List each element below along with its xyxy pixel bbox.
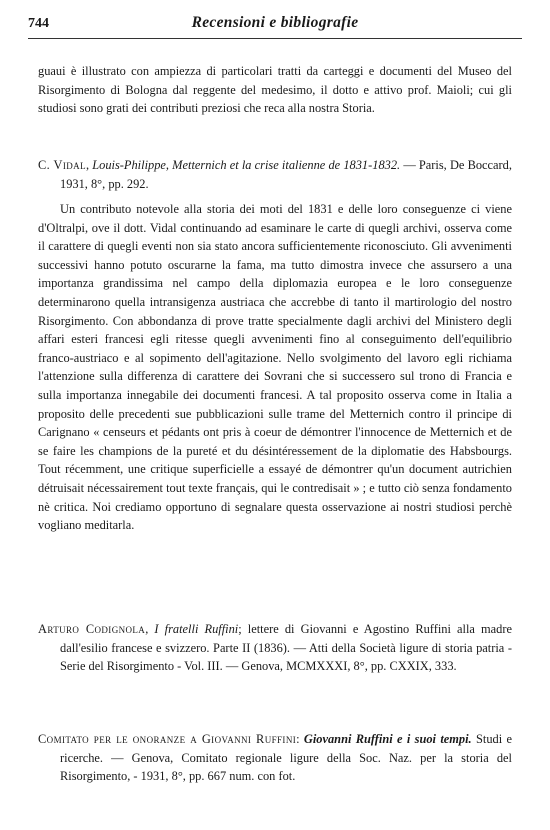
entry-author: Comitato per le onoranze a Giovanni Ruffini	[38, 732, 297, 746]
entry-text: Comitato per le onoranze a Giovanni Ruffini: Giovanni Ruffini e i suoi tempi. Studi e ricerche. — Genova, Comitato regionale ligure della Soc. Naz. per la storia del Risorgimento, - 1931, 8°, pp. 667 num. con fot.	[38, 732, 512, 784]
bibliography-entry-codignola	[38, 620, 512, 676]
entry-publication: Studi e ricerche. — Genova, Comitato regionale ligure della Soc. Naz. per la storia del Risorgimento, - 1931, 8°, pp. 667 num. con fot.	[60, 732, 512, 784]
entry-author: C. Vidal	[38, 158, 86, 172]
entry-publication: — Paris, De Boccard, 1931, 8°, pp. 292.	[60, 158, 512, 191]
entry-author: Arturo Codignola	[38, 622, 146, 636]
header-rule	[28, 38, 522, 39]
entry-publication: ; lettere di Giovanni e Agostino Ruffini alla madre dall'esilio francese e svizzero. Parte II (1836). — Atti della Società ligure di storia patria - Serie del Risorgimento - Vol. III. — Genova, MCMXXXI, 8°, pp. CXXIX, 333.	[60, 622, 512, 674]
running-title: Recensioni e bibliografie	[191, 14, 359, 31]
entry-title: I fratelli Ruffini	[154, 622, 239, 636]
continuation-paragraph	[38, 62, 512, 118]
review-text: Un contributo notevole alla storia dei moti del 1831 e delle loro conseguenze ci viene d'Oltralpi, ove il dott. Vidal continuando ad esaminare le carte di quegli archivi, osserva come il carattere di quegli eventi non sia stato ancora sufficientemente riconosciuto. Gli avvenimenti successivi hanno potuto oscurarne la fama, ma tutto dimostra invece che assursero a una importanza grandissima nel campo della diplomazia europea e le loro conseguenze determinarono quella intransigenza austriaca che accrebbe di tanto il martirologio del nostro Risorgimento. Con abbondanza di prove tratte specialmente dagli archivi del Ministero degli affari esteri francesi egli ritesse quegli avvenimenti fino al conseguimento dell'equilibrio franco-austriaco e al sopimento dell'agitazione. Nello svolgimento del lavoro egli richiama l'attenzione sulla differenza di carattere dei Sovrani che si successero sul trono di Francia e sulla importanza innegabile dei documenti francesi. A tal proposito osserva come in Italia a proposito delle precedenti sue pubblicazioni sulle trame del Metternich contro il principe di Carignano « censeurs et pédants ont pris à coeur de démontrer l'innocence de Metternich et de se faire les champions de la pureté et du désintéressement de la diplomatie des Habsbourgs. Tout récemment, une critique superficielle a essayé de démontrer qu'un document autrichien détruisait nécessairement tout texte français, qui le contredisait » ; e tutto ciò senza fondamento nè critica. Noi crediamo opportuno di segnalare questa osservazione ai nostri studiosi perchè vogliano meditarla.	[38, 202, 512, 533]
entry-title: Giovanni Ruffini e i suoi tempi.	[303, 732, 472, 746]
continuation-text: guaui è illustrato con ampiezza di particolari tratti da carteggi e documenti del Museo del Risorgimento di Bologna dal reggente del medesimo, il dotto e attivo prof. Maioli; cui gli studiosi sono grati dei contributi preziosi che reca alla nostra Storia.	[38, 64, 512, 116]
entry-text: Arturo Codignola, I fratelli Ruffini; lettere di Giovanni e Agostino Ruffini alla madre dall'esilio francese e svizzero. Parte II (1836). — Atti della Società ligure di storia patria - Serie del Risorgimento - Vol. III. — Genova, MCMXXXI, 8°, pp. CXXIX, 333.	[38, 622, 512, 674]
entry-text: C. Vidal, Louis-Philippe, Metternich et la crise italienne de 1831-1832. — Paris, De Boccard, 1931, 8°, pp. 292.	[38, 158, 512, 191]
entry-title: Louis-Philippe, Metternich et la crise italienne de 1831-1832.	[92, 158, 401, 172]
running-head	[28, 14, 522, 36]
bibliography-entry-vidal	[38, 156, 512, 193]
bibliography-entry-comitato	[38, 730, 512, 786]
page-number: 744	[28, 16, 49, 31]
review-paragraph	[38, 200, 512, 535]
